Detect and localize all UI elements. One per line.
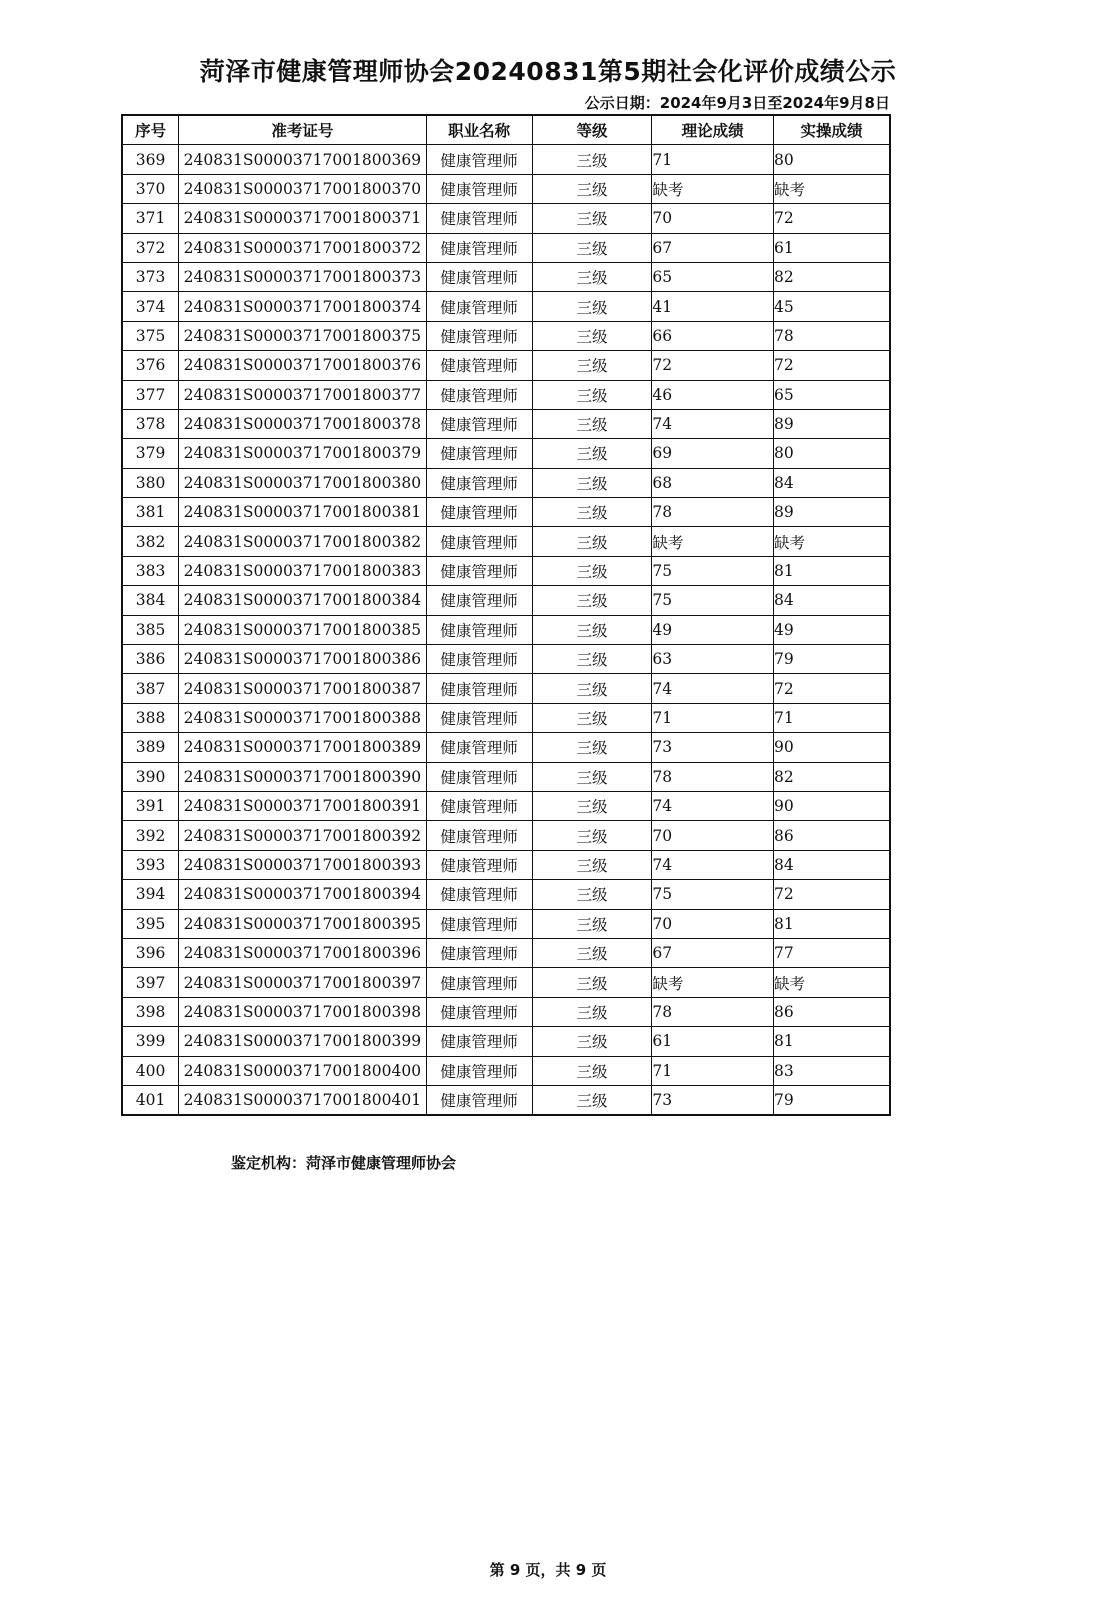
exam-id-cell: 240831S00003717001800395	[179, 909, 426, 938]
occupation-cell: 健康管理师	[426, 586, 532, 615]
occupation-cell: 健康管理师	[426, 321, 532, 350]
serial-cell: 379	[122, 439, 179, 468]
table-row	[122, 351, 890, 380]
table-row	[122, 1056, 890, 1085]
table-row	[122, 733, 890, 762]
theory-score-cell: 63	[652, 645, 774, 674]
theory-score-cell: 65	[652, 262, 774, 291]
exam-id-cell: 240831S00003717001800369	[179, 145, 426, 174]
occupation-cell: 健康管理师	[426, 762, 532, 791]
table-row	[122, 439, 890, 468]
theory-score-cell: 75	[652, 556, 774, 585]
level-cell: 三级	[532, 321, 652, 350]
exam-id-cell: 240831S00003717001800384	[179, 586, 426, 615]
occupation-cell: 健康管理师	[426, 821, 532, 850]
table-row	[122, 1085, 890, 1115]
occupation-cell: 健康管理师	[426, 880, 532, 909]
practice-score-cell: 82	[773, 762, 890, 791]
table-row	[122, 791, 890, 820]
occupation-cell: 健康管理师	[426, 233, 532, 262]
theory-score-cell: 67	[652, 233, 774, 262]
level-cell: 三级	[532, 292, 652, 321]
serial-cell: 376	[122, 351, 179, 380]
column-header-theory-score: 理论成绩	[652, 115, 774, 145]
level-cell: 三级	[532, 498, 652, 527]
level-cell: 三级	[532, 145, 652, 174]
level-cell: 三级	[532, 674, 652, 703]
theory-score-cell: 75	[652, 586, 774, 615]
occupation-cell: 健康管理师	[426, 498, 532, 527]
exam-id-cell: 240831S00003717001800397	[179, 968, 426, 997]
practice-score-cell: 90	[773, 733, 890, 762]
serial-cell: 396	[122, 938, 179, 967]
exam-id-cell: 240831S00003717001800394	[179, 880, 426, 909]
level-cell: 三级	[532, 1085, 652, 1115]
exam-id-cell: 240831S00003717001800374	[179, 292, 426, 321]
exam-id-cell: 240831S00003717001800378	[179, 409, 426, 438]
table-row	[122, 645, 890, 674]
level-cell: 三级	[532, 997, 652, 1026]
level-cell: 三级	[532, 351, 652, 380]
table-row	[122, 938, 890, 967]
theory-score-cell: 70	[652, 909, 774, 938]
occupation-cell: 健康管理师	[426, 556, 532, 585]
practice-score-cell: 80	[773, 145, 890, 174]
practice-score-cell: 61	[773, 233, 890, 262]
practice-score-cell: 80	[773, 439, 890, 468]
practice-score-cell: 83	[773, 1056, 890, 1085]
serial-cell: 399	[122, 1027, 179, 1056]
table-row	[122, 321, 890, 350]
table-row	[122, 292, 890, 321]
column-header-practice-score: 实操成绩	[773, 115, 890, 145]
serial-cell: 391	[122, 791, 179, 820]
serial-cell: 383	[122, 556, 179, 585]
serial-cell: 401	[122, 1085, 179, 1115]
practice-score-cell: 89	[773, 498, 890, 527]
theory-score-cell: 73	[652, 733, 774, 762]
theory-score-cell: 74	[652, 409, 774, 438]
serial-cell: 381	[122, 498, 179, 527]
practice-score-cell: 49	[773, 615, 890, 644]
level-cell: 三级	[532, 880, 652, 909]
level-cell: 三级	[532, 380, 652, 409]
practice-score-cell: 81	[773, 909, 890, 938]
level-cell: 三级	[532, 615, 652, 644]
theory-score-cell: 74	[652, 850, 774, 879]
table-row	[122, 821, 890, 850]
occupation-cell: 健康管理师	[426, 292, 532, 321]
exam-id-cell: 240831S00003717001800396	[179, 938, 426, 967]
level-cell: 三级	[532, 233, 652, 262]
occupation-cell: 健康管理师	[426, 380, 532, 409]
certifying-body: 鉴定机构：菏泽市健康管理师协会	[231, 1154, 457, 1172]
theory-score-cell: 68	[652, 468, 774, 497]
theory-score-cell: 61	[652, 1027, 774, 1056]
theory-score-cell: 缺考	[652, 174, 774, 203]
level-cell: 三级	[532, 909, 652, 938]
table-row	[122, 880, 890, 909]
theory-score-cell: 71	[652, 703, 774, 732]
theory-score-cell: 78	[652, 498, 774, 527]
occupation-cell: 健康管理师	[426, 938, 532, 967]
practice-score-cell: 84	[773, 468, 890, 497]
table-row	[122, 997, 890, 1026]
level-cell: 三级	[532, 645, 652, 674]
exam-id-cell: 240831S00003717001800400	[179, 1056, 426, 1085]
exam-id-cell: 240831S00003717001800389	[179, 733, 426, 762]
level-cell: 三级	[532, 703, 652, 732]
practice-score-cell: 81	[773, 1027, 890, 1056]
exam-id-cell: 240831S00003717001800399	[179, 1027, 426, 1056]
exam-id-cell: 240831S00003717001800401	[179, 1085, 426, 1115]
theory-score-cell: 66	[652, 321, 774, 350]
table-row	[122, 409, 890, 438]
practice-score-cell: 84	[773, 850, 890, 879]
theory-score-cell: 74	[652, 791, 774, 820]
scores-table	[121, 114, 891, 1116]
level-cell: 三级	[532, 439, 652, 468]
occupation-cell: 健康管理师	[426, 468, 532, 497]
occupation-cell: 健康管理师	[426, 703, 532, 732]
table-row	[122, 703, 890, 732]
exam-id-cell: 240831S00003717001800385	[179, 615, 426, 644]
theory-score-cell: 67	[652, 938, 774, 967]
table-header-row	[122, 115, 890, 145]
occupation-cell: 健康管理师	[426, 527, 532, 556]
practice-score-cell: 缺考	[773, 968, 890, 997]
occupation-cell: 健康管理师	[426, 1085, 532, 1115]
table-row	[122, 527, 890, 556]
serial-cell: 395	[122, 909, 179, 938]
level-cell: 三级	[532, 556, 652, 585]
page-indicator: 第 9 页，共 9 页	[489, 1561, 607, 1579]
exam-id-cell: 240831S00003717001800391	[179, 791, 426, 820]
practice-score-cell: 71	[773, 703, 890, 732]
exam-id-cell: 240831S00003717001800387	[179, 674, 426, 703]
occupation-cell: 健康管理师	[426, 174, 532, 203]
serial-cell: 377	[122, 380, 179, 409]
theory-score-cell: 71	[652, 145, 774, 174]
exam-id-cell: 240831S00003717001800380	[179, 468, 426, 497]
table-row	[122, 674, 890, 703]
theory-score-cell: 70	[652, 821, 774, 850]
table-row	[122, 145, 890, 174]
serial-cell: 374	[122, 292, 179, 321]
serial-cell: 373	[122, 262, 179, 291]
serial-cell: 389	[122, 733, 179, 762]
occupation-cell: 健康管理师	[426, 997, 532, 1026]
table-row	[122, 968, 890, 997]
theory-score-cell: 78	[652, 762, 774, 791]
level-cell: 三级	[532, 791, 652, 820]
practice-score-cell: 81	[773, 556, 890, 585]
column-header-occupation: 职业名称	[426, 115, 532, 145]
exam-id-cell: 240831S00003717001800390	[179, 762, 426, 791]
serial-cell: 387	[122, 674, 179, 703]
practice-score-cell: 82	[773, 262, 890, 291]
level-cell: 三级	[532, 850, 652, 879]
practice-score-cell: 缺考	[773, 174, 890, 203]
exam-id-cell: 240831S00003717001800377	[179, 380, 426, 409]
practice-score-cell: 79	[773, 1085, 890, 1115]
theory-score-cell: 41	[652, 292, 774, 321]
occupation-cell: 健康管理师	[426, 674, 532, 703]
exam-id-cell: 240831S00003717001800372	[179, 233, 426, 262]
serial-cell: 400	[122, 1056, 179, 1085]
occupation-cell: 健康管理师	[426, 439, 532, 468]
practice-score-cell: 72	[773, 204, 890, 233]
exam-id-cell: 240831S00003717001800383	[179, 556, 426, 585]
theory-score-cell: 74	[652, 674, 774, 703]
serial-cell: 370	[122, 174, 179, 203]
practice-score-cell: 65	[773, 380, 890, 409]
occupation-cell: 健康管理师	[426, 351, 532, 380]
exam-id-cell: 240831S00003717001800386	[179, 645, 426, 674]
occupation-cell: 健康管理师	[426, 909, 532, 938]
table-row	[122, 615, 890, 644]
exam-id-cell: 240831S00003717001800375	[179, 321, 426, 350]
exam-id-cell: 240831S00003717001800398	[179, 997, 426, 1026]
theory-score-cell: 71	[652, 1056, 774, 1085]
practice-score-cell: 72	[773, 674, 890, 703]
serial-cell: 382	[122, 527, 179, 556]
practice-score-cell: 72	[773, 880, 890, 909]
level-cell: 三级	[532, 586, 652, 615]
practice-score-cell: 79	[773, 645, 890, 674]
exam-id-cell: 240831S00003717001800376	[179, 351, 426, 380]
table-row	[122, 468, 890, 497]
theory-score-cell: 49	[652, 615, 774, 644]
exam-id-cell: 240831S00003717001800379	[179, 439, 426, 468]
serial-cell: 393	[122, 850, 179, 879]
serial-cell: 397	[122, 968, 179, 997]
serial-cell: 378	[122, 409, 179, 438]
level-cell: 三级	[532, 1056, 652, 1085]
level-cell: 三级	[532, 527, 652, 556]
serial-cell: 398	[122, 997, 179, 1026]
level-cell: 三级	[532, 938, 652, 967]
level-cell: 三级	[532, 968, 652, 997]
table-row	[122, 762, 890, 791]
exam-id-cell: 240831S00003717001800371	[179, 204, 426, 233]
theory-score-cell: 72	[652, 351, 774, 380]
theory-score-cell: 73	[652, 1085, 774, 1115]
serial-cell: 390	[122, 762, 179, 791]
level-cell: 三级	[532, 174, 652, 203]
theory-score-cell: 69	[652, 439, 774, 468]
exam-id-cell: 240831S00003717001800382	[179, 527, 426, 556]
serial-cell: 385	[122, 615, 179, 644]
level-cell: 三级	[532, 468, 652, 497]
column-header-level: 等级	[532, 115, 652, 145]
practice-score-cell: 77	[773, 938, 890, 967]
occupation-cell: 健康管理师	[426, 409, 532, 438]
serial-cell: 394	[122, 880, 179, 909]
theory-score-cell: 缺考	[652, 527, 774, 556]
exam-id-cell: 240831S00003717001800370	[179, 174, 426, 203]
serial-cell: 392	[122, 821, 179, 850]
table-row	[122, 174, 890, 203]
table-row	[122, 204, 890, 233]
occupation-cell: 健康管理师	[426, 968, 532, 997]
serial-cell: 372	[122, 233, 179, 262]
level-cell: 三级	[532, 204, 652, 233]
column-header-exam-id: 准考证号	[179, 115, 426, 145]
publish-period: 公示日期：2024年9月3日至2024年9月8日	[584, 94, 890, 112]
theory-score-cell: 70	[652, 204, 774, 233]
occupation-cell: 健康管理师	[426, 1027, 532, 1056]
level-cell: 三级	[532, 733, 652, 762]
serial-cell: 384	[122, 586, 179, 615]
table-row	[122, 498, 890, 527]
level-cell: 三级	[532, 1027, 652, 1056]
practice-score-cell: 78	[773, 321, 890, 350]
occupation-cell: 健康管理师	[426, 262, 532, 291]
exam-id-cell: 240831S00003717001800381	[179, 498, 426, 527]
practice-score-cell: 45	[773, 292, 890, 321]
occupation-cell: 健康管理师	[426, 850, 532, 879]
table-row	[122, 262, 890, 291]
table-row	[122, 850, 890, 879]
table-row	[122, 1027, 890, 1056]
occupation-cell: 健康管理师	[426, 145, 532, 174]
exam-id-cell: 240831S00003717001800392	[179, 821, 426, 850]
level-cell: 三级	[532, 262, 652, 291]
practice-score-cell: 72	[773, 351, 890, 380]
table-row	[122, 909, 890, 938]
practice-score-cell: 缺考	[773, 527, 890, 556]
practice-score-cell: 86	[773, 821, 890, 850]
document-title: 菏泽市健康管理师协会20240831第5期社会化评价成绩公示	[199, 57, 897, 86]
theory-score-cell: 缺考	[652, 968, 774, 997]
column-header-serial: 序号	[122, 115, 179, 145]
occupation-cell: 健康管理师	[426, 733, 532, 762]
occupation-cell: 健康管理师	[426, 1056, 532, 1085]
practice-score-cell: 84	[773, 586, 890, 615]
exam-id-cell: 240831S00003717001800373	[179, 262, 426, 291]
exam-id-cell: 240831S00003717001800393	[179, 850, 426, 879]
occupation-cell: 健康管理师	[426, 615, 532, 644]
occupation-cell: 健康管理师	[426, 204, 532, 233]
table-row	[122, 586, 890, 615]
theory-score-cell: 78	[652, 997, 774, 1026]
serial-cell: 375	[122, 321, 179, 350]
occupation-cell: 健康管理师	[426, 645, 532, 674]
table-row	[122, 556, 890, 585]
theory-score-cell: 46	[652, 380, 774, 409]
table-row	[122, 233, 890, 262]
practice-score-cell: 89	[773, 409, 890, 438]
serial-cell: 369	[122, 145, 179, 174]
practice-score-cell: 90	[773, 791, 890, 820]
level-cell: 三级	[532, 821, 652, 850]
practice-score-cell: 86	[773, 997, 890, 1026]
exam-id-cell: 240831S00003717001800388	[179, 703, 426, 732]
table-row	[122, 380, 890, 409]
level-cell: 三级	[532, 762, 652, 791]
level-cell: 三级	[532, 409, 652, 438]
serial-cell: 380	[122, 468, 179, 497]
serial-cell: 388	[122, 703, 179, 732]
serial-cell: 371	[122, 204, 179, 233]
occupation-cell: 健康管理师	[426, 791, 532, 820]
theory-score-cell: 75	[652, 880, 774, 909]
serial-cell: 386	[122, 645, 179, 674]
